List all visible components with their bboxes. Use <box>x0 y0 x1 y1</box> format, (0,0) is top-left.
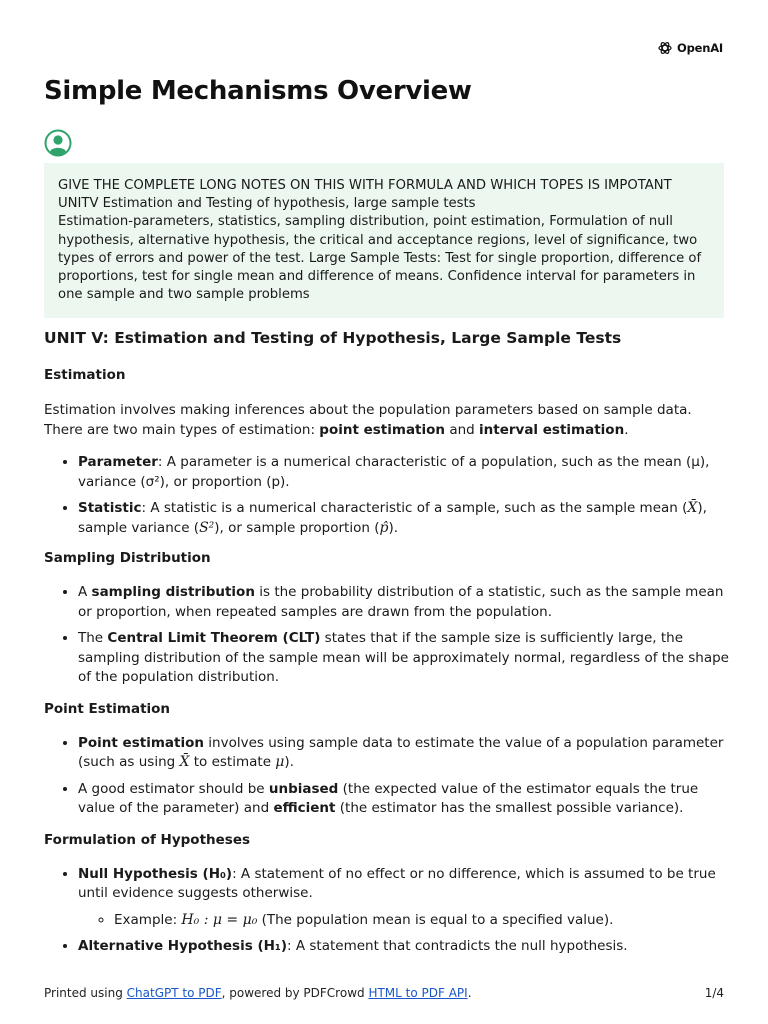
list-item-null-example: ◦ Example: H₀ : μ = μ₀ (The population mean is equal to a specified value). <box>114 911 734 931</box>
estimation-intro: Estimation involves making inferences about the population parameters based on sample data. There are two main types of estimation: point estimation and interval estimation. <box>44 402 692 438</box>
answer-content <box>44 328 734 964</box>
list-item-alternative-hypothesis: • Alternative Hypothesis (H₁): A statement that contradicts the null hypothesis. <box>78 937 734 957</box>
list-item-parameter: • Parameter: A parameter is a numerical characteristic of a population, such as the mean (μ), variance (σ²), or proportion (p). <box>78 453 734 492</box>
sampling-list <box>44 583 734 688</box>
page-title: Simple Mechanisms Overview <box>44 76 472 106</box>
openai-knot-icon <box>657 40 673 56</box>
hypotheses-heading: Formulation of Hypotheses <box>44 831 251 848</box>
user-prompt-box: GIVE THE COMPLETE LONG NOTES ON THIS WITH FORMULA AND WHICH TOPES IS IMPOTANT UNITV Estimation and Testing of hypothesis, large sample tests Estimation-parameters, statistics, sampling distribution, point estimation, Formulation of null hypothesis, alternative hypothesis, the critical and acceptance regions, level of significance, two types of errors and power of the test. Large Sample Tests: Test for single proportion, difference of proportions, test for single mean and difference of means. Confidence interval for parameters in one sample and two sample problems <box>44 163 724 318</box>
openai-logo <box>657 40 723 56</box>
page-number: 1/4 <box>704 986 724 1000</box>
unit-heading: UNIT V: Estimation and Testing of Hypothesis, Large Sample Tests <box>44 329 622 347</box>
estimation-list <box>44 453 734 538</box>
list-item-clt: • The Central Limit Theorem (CLT) states that if the sample size is sufficiently large, the sampling distribution of the sample mean will be approximately normal, regardless of the shape of the population distribution. <box>78 629 734 688</box>
user-avatar-icon <box>44 129 72 157</box>
null-hypothesis-sublist <box>78 911 734 931</box>
point-estimation-heading: Point Estimation <box>44 700 171 717</box>
brand-name: OpenAI <box>677 41 723 55</box>
point-estimation-list <box>44 734 734 819</box>
list-item-null-hypothesis: • Null Hypothesis (H₀): A statement of no effect or no difference, which is assumed to be true until evidence suggests otherwise. ◦ Example: H₀ : μ = μ₀ (The population mean is equal to a specified value). <box>78 865 734 931</box>
hypotheses-list <box>44 865 734 957</box>
estimation-heading: Estimation <box>44 367 126 383</box>
html-to-pdf-api-link[interactable]: HTML to PDF API <box>368 986 468 1000</box>
chatgpt-to-pdf-link[interactable]: ChatGPT to PDF <box>126 986 222 1000</box>
list-item-good-estimator: • A good estimator should be unbiased (the expected value of the estimator equals the true value of the parameter) and efficient (the estimator has the smallest possible variance). <box>78 780 734 819</box>
sampling-heading: Sampling Distribution <box>44 550 211 566</box>
print-footer: Printed using ChatGPT to PDF, powered by PDFCrowd HTML to PDF API. 1/4 <box>44 986 724 1000</box>
list-item-statistic: • Statistic: A statistic is a numerical characteristic of a sample, such as the sample mean (X̄), sample variance (S²), or sample proportion (p̂). <box>78 499 734 538</box>
list-item-sampling-distribution: • A sampling distribution is the probability distribution of a statistic, such as the sample mean or proportion, when repeated samples are drawn from the population. <box>78 583 734 622</box>
list-item-point-estimation: • Point estimation involves using sample data to estimate the value of a population parameter (such as using X̄ to estimate μ). <box>78 734 734 773</box>
